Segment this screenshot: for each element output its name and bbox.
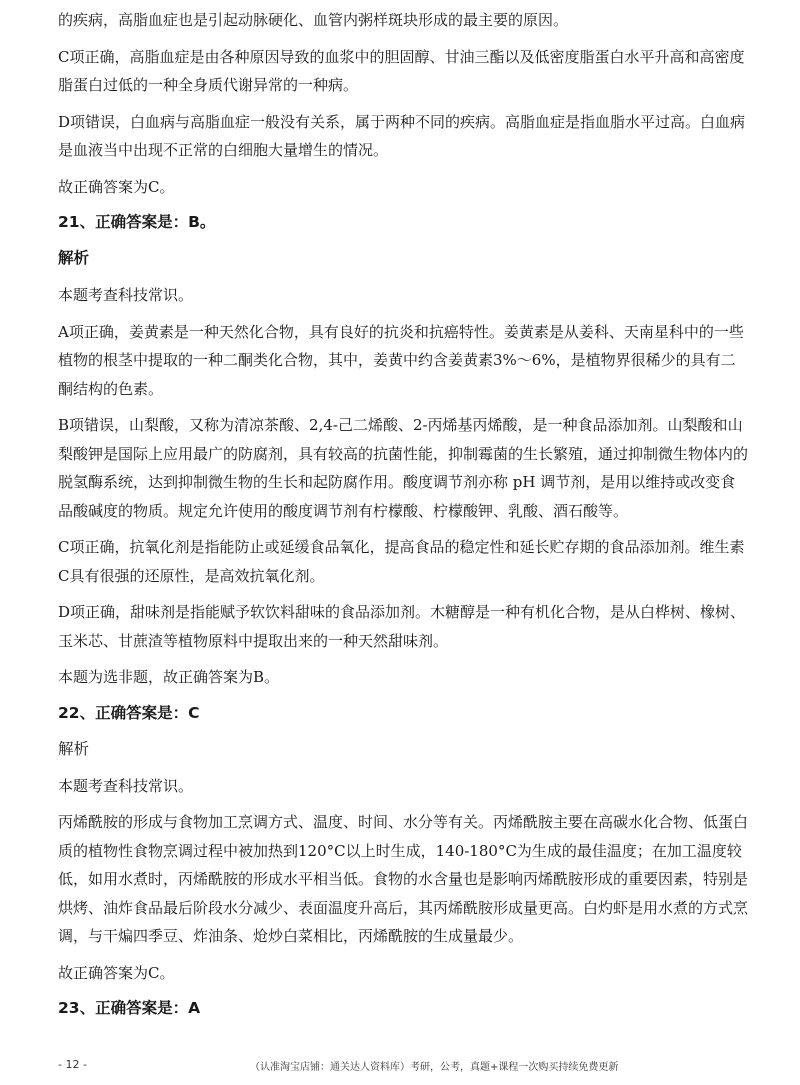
analysis-heading: 解析	[58, 739, 90, 758]
paragraph: 故正确答案为C。	[58, 177, 175, 196]
paragraph: 本题考查科技常识。	[58, 286, 194, 304]
document-body	[58, 6, 748, 1031]
paragraph: 丙烯酰胺的形成与食物加工烹调方式、温度、时间、水分等有关。丙烯酰胺主要在高碳水化合物、低蛋白质的植物性食物烹调过程中被加热到120°C以上时生成，140-180°C为生成的最佳温度；在加工温度较低，如用水煮时，丙烯酰胺的形成水平相当低。食物的水含量也是影响丙烯酰胺形成的重要因素，特别是烘烤、油炸食品最后阶段水分减少、表面温度升高后，其丙烯酰胺形成量更高。白灼虾是用水煮的方式烹调，与干煸四季豆、炸油条、炝炒白菜相比，丙烯酰胺的生成量最少。	[58, 813, 749, 945]
paragraph: C项正确，抗氧化剂是指能防止或延缓食品氧化，提高食品的稳定性和延长贮存期的食品添加剂。维生素C具有很强的还原性，是高效抗氧化剂。	[58, 538, 745, 585]
paragraph: 本题为选非题，故正确答案为B。	[58, 668, 280, 686]
paragraph: D项错误，白血病与高脂血症一般没有关系，属于两种不同的疾病。高脂血症是指血脂水平过高。白血病是血液当中出现不正常的白细胞大量增生的情况。	[58, 112, 746, 159]
footer-note: （认准淘宝店铺：通关达人资料库）考研，公考，真题+课程一次购买持续免费更新	[250, 1062, 619, 1073]
paragraph: B项错误，山梨酸，又称为清凉茶酸、2,4-己二烯酸、2-丙烯基丙烯酸，是一种食品添加剂。山梨酸和山梨酸钾是国际上应用最广的防腐剂，具有较高的抗菌性能，抑制霉菌的生长繁殖，通过抑制微生物体内的脱氢酶系统，达到抑制微生物的生长和起防腐作用。酸度调节剂亦称 pH 调节剂，是用以维持或改变食品酸碱度的物质。规定允许使用的酸度调节剂有柠檬酸、柠檬酸钾、乳酸、酒石酸等。	[58, 416, 749, 520]
paragraph: 本题考查科技常识。	[58, 776, 194, 795]
paragraph: C项正确，高脂血症是由各种原因导致的血浆中的胆固醇、甘油三酯以及低密度脂蛋白水平升高和高密度脂蛋白过低的一种全身质代谢异常的一种病。	[58, 47, 745, 94]
answer-heading-21: 21、正确答案是：B。	[58, 213, 216, 231]
paragraph: A项正确，姜黄素是一种天然化合物，具有良好的抗炎和抗癌特性。姜黄素是从姜科、天南星科中的一些植物的根茎中提取的一种二酮类化合物，其中，姜黄中约含姜黄素3%～6%，是植物界很稀少的具有二酮结构的色素。	[58, 322, 744, 398]
paragraph: D项正确，甜味剂是指能赋予软饮料甜味的食品添加剂。木糖醇是一种有机化合物，是从白桦树、橡树、玉米芯、甘蔗渣等植物原料中提取出来的一种天然甜味剂。	[58, 603, 746, 650]
answer-heading-23: 23、正确答案是：A	[58, 999, 201, 1017]
answer-heading-22: 22、正确答案是：C	[58, 703, 200, 722]
page-number: - 12 -	[58, 1058, 87, 1071]
paragraph: 的疾病，高脂血症也是引起动脉硬化、血管内粥样斑块形成的最主要的原因。	[58, 11, 569, 29]
paragraph: 故正确答案为C。	[58, 963, 175, 982]
analysis-heading: 解析	[58, 249, 90, 267]
